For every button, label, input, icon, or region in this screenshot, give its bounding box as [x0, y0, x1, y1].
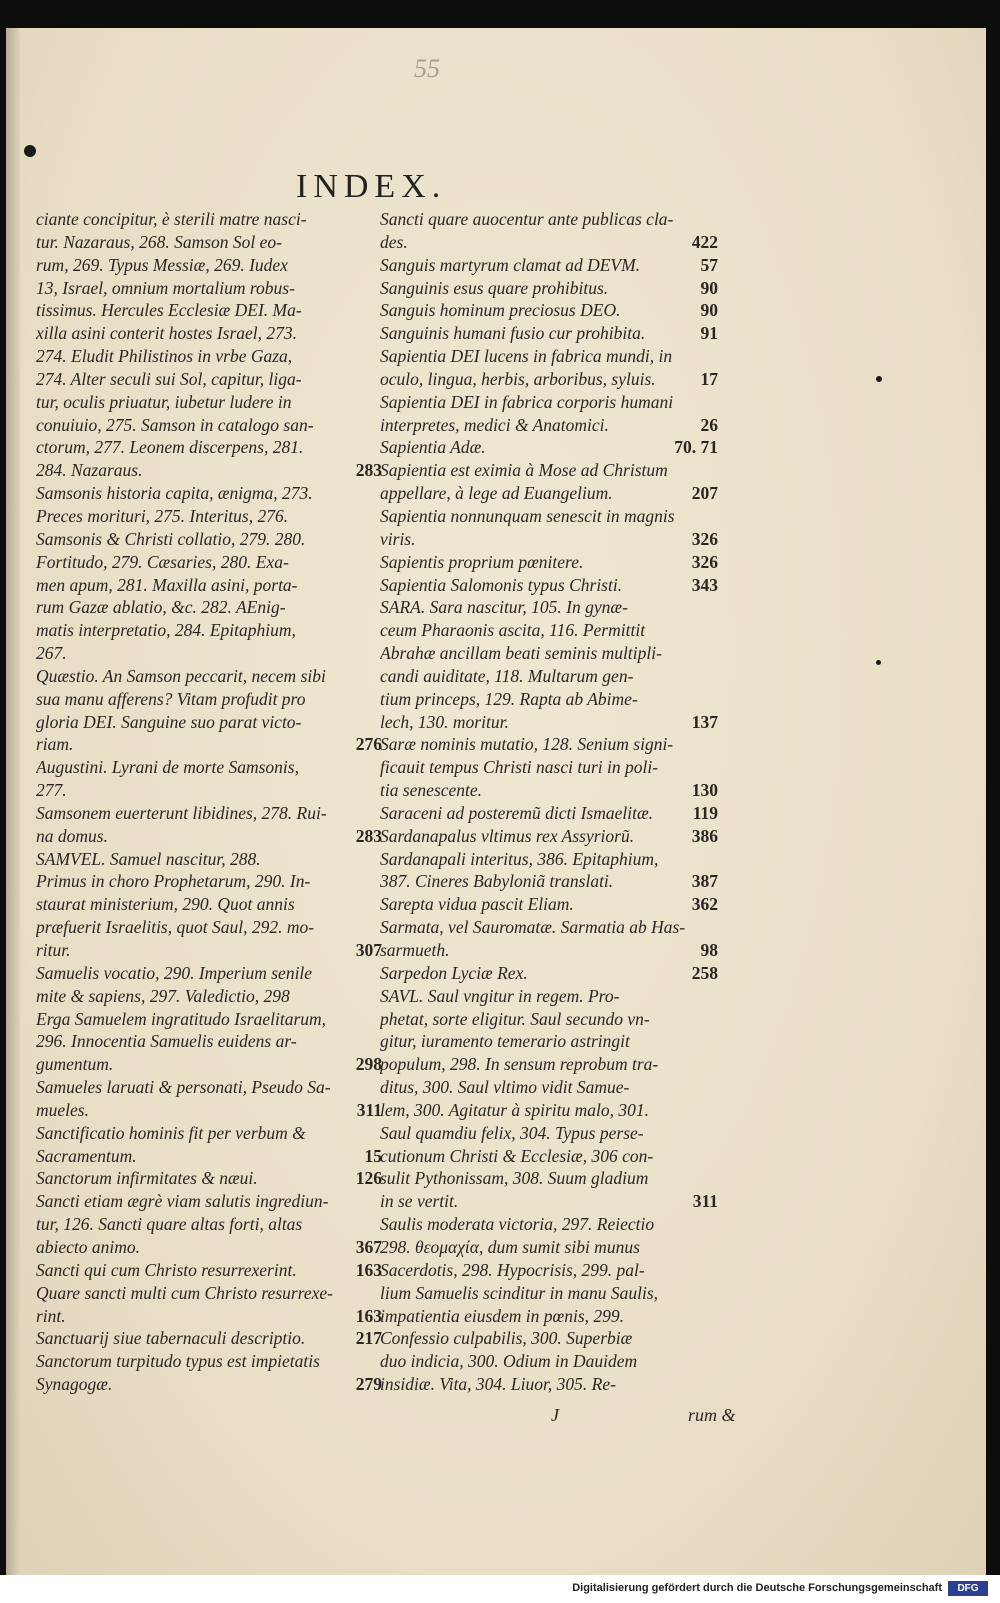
index-text: Sancti etiam ægrè viam salutis ingrediun-: [36, 1191, 329, 1212]
footer-credit: Digitalisierung gefördert durch die Deutsche Forschungsgemeinschaft: [572, 1582, 942, 1594]
index-text: Sanguinis humani fusio cur prohibita.: [380, 323, 646, 344]
page-reference: 422: [691, 231, 718, 252]
index-line: [36, 1167, 382, 1190]
index-text: staurat ministerium, 290. Quot annis: [36, 894, 295, 915]
page-reference: 386: [691, 825, 718, 846]
index-line: [36, 596, 382, 619]
index-line: [36, 870, 382, 893]
index-line: [36, 1305, 382, 1328]
index-line: [380, 1076, 718, 1099]
index-text: 274. Eludit Philistinos in vrbe Gaza,: [36, 346, 293, 367]
page-reference: 26: [700, 414, 718, 435]
index-text: tur, oculis priuatur, iubetur ludere in: [36, 391, 292, 412]
index-text: duo indicia, 300. Odium in Dauidem: [380, 1351, 638, 1372]
page-reference: 98: [700, 940, 718, 960]
index-text: Sanctuarij siue tabernaculi descriptio.: [36, 1328, 306, 1349]
index-line: [380, 985, 718, 1008]
index-text: Samsonem euerterunt libidines, 278. Rui-: [36, 802, 327, 823]
ink-dot: [876, 660, 881, 665]
catchword: rum &: [688, 1405, 736, 1425]
index-line: [36, 1145, 382, 1168]
dfg-logo: DFG: [948, 1581, 988, 1596]
index-text: Sarpedon Lyciæ Rex.: [380, 962, 528, 983]
index-text: mite & sapiens, 297. Valedictio, 298: [36, 985, 290, 1006]
index-line: [380, 962, 718, 985]
index-text: tissimus. Hercules Ecclesiæ DEI. Ma-: [36, 300, 302, 321]
index-text: 274. Alter seculi sui Sol, capitur, liga-: [36, 368, 302, 389]
page-reference: 130: [691, 780, 718, 801]
page-reference: 276: [355, 734, 382, 755]
index-line: [36, 368, 382, 391]
page-reference: 17: [700, 368, 718, 389]
index-text: tur, 126. Sancti quare altas forti, altas: [36, 1214, 303, 1235]
index-text: 284. Nazaraus.: [36, 460, 143, 481]
index-line: [380, 345, 718, 368]
left-column: [36, 208, 382, 1396]
page-reference: 258: [691, 962, 718, 983]
index-line: [380, 1305, 718, 1328]
index-text: Sapientia est eximia à Mose ad Christum: [380, 460, 668, 481]
index-line: [36, 459, 382, 482]
index-text: 267.: [36, 643, 67, 664]
index-text: 277.: [36, 780, 67, 801]
index-text: Sanguis hominum preciosus DEO.: [380, 300, 621, 321]
index-line: [36, 1350, 382, 1373]
index-text: mueles.: [36, 1099, 89, 1120]
index-text: Abrahæ ancillam beati seminis multipli-: [380, 643, 662, 664]
index-line: [380, 688, 718, 711]
index-line: [36, 848, 382, 871]
index-line: [36, 299, 382, 322]
index-line: [36, 254, 382, 277]
index-text: Quæstio. An Samson peccarit, necem sibi: [36, 665, 326, 686]
page-reference: 343: [691, 574, 718, 595]
index-text: 298. θεομαχία, dum sumit sibi munus: [380, 1236, 640, 1257]
index-text: viris.: [380, 528, 416, 549]
index-line: [36, 345, 382, 368]
index-line: [36, 1213, 382, 1236]
index-text: Sanguis martyrum clamat ad DEVM.: [380, 254, 641, 275]
index-line: [380, 1236, 718, 1259]
index-line: [380, 779, 718, 802]
index-line: [380, 802, 718, 825]
index-line: [380, 1190, 718, 1213]
footer-bar: [0, 1575, 1000, 1603]
index-line: [36, 414, 382, 437]
page-reference: 119: [692, 802, 718, 823]
index-text: appellare, à lege ad Euangelium.: [380, 483, 613, 504]
index-text: SAMVEL. Samuel nascitur, 288.: [36, 848, 261, 869]
index-text: Saraceni ad posteremũ dicti Ismaelitæ.: [380, 802, 653, 823]
index-line: [380, 1282, 718, 1305]
index-line: [380, 1167, 718, 1190]
index-line: [36, 1076, 382, 1099]
index-text: Sancti quare auocentur ante publicas cla-: [380, 209, 674, 229]
index-line: [36, 1008, 382, 1031]
index-line: [380, 756, 718, 779]
index-text: tia senescente.: [380, 780, 483, 801]
index-line: [380, 414, 718, 437]
index-line: [36, 642, 382, 665]
index-line: [380, 368, 718, 391]
index-line: [36, 482, 382, 505]
index-text: Sardanapali interitus, 386. Epitaphium,: [380, 848, 659, 869]
index-line: [380, 528, 718, 551]
index-text: oculo, lingua, herbis, arboribus, syluis.: [380, 368, 656, 389]
index-text: lem, 300. Agitatur à spiritu malo, 301.: [380, 1099, 649, 1120]
page-reference: 298: [355, 1054, 382, 1075]
index-text: 387. Cineres Babyloniã translati.: [380, 871, 614, 892]
index-line: [36, 733, 382, 756]
index-line: [36, 574, 382, 597]
index-text: Sapientia Adæ.: [380, 437, 486, 458]
index-line: [36, 436, 382, 459]
index-line: [380, 1327, 718, 1350]
index-text: impatientia eiusdem in pœnis, 299.: [380, 1305, 625, 1326]
index-text: men apum, 281. Maxilla asini, porta-: [36, 574, 298, 595]
index-line: [36, 916, 382, 939]
index-text: Sapientis proprium pœnitere.: [380, 551, 584, 572]
index-line: [36, 688, 382, 711]
scanned-page: [6, 28, 986, 1575]
index-line: [36, 208, 382, 231]
page-reference: 283: [355, 825, 382, 846]
index-text: Samsonis historia capita, ænigma, 273.: [36, 483, 313, 504]
index-text: gumentum.: [36, 1054, 114, 1075]
index-text: Augustini. Lyrani de morte Samsonis,: [36, 757, 299, 778]
index-text: lium Samuelis scinditur in manu Saulis,: [380, 1282, 659, 1303]
index-text: insidiæ. Vita, 304. Liuor, 305. Re-: [380, 1374, 616, 1395]
index-text: Synagogæ.: [36, 1374, 113, 1395]
index-text: cutionum Christi & Ecclesiæ, 306 con-: [380, 1145, 654, 1166]
page-reference: 326: [691, 551, 718, 572]
index-line: [36, 277, 382, 300]
index-text: Sancti qui cum Christo resurrexerint.: [36, 1259, 297, 1280]
index-text: Sanctificatio hominis fit per verbum &: [36, 1122, 306, 1143]
page-reference: 163: [355, 1259, 382, 1280]
index-line: [36, 1030, 382, 1053]
index-line: [380, 551, 718, 574]
ink-dot: [24, 145, 36, 157]
index-text: Sapientia DEI lucens in fabrica mundi, in: [380, 346, 673, 367]
index-line: [36, 619, 382, 642]
index-line: [36, 1053, 382, 1076]
page-reference: 137: [691, 711, 718, 732]
index-line: [36, 985, 382, 1008]
index-line: [36, 1373, 382, 1396]
index-text: riam.: [36, 734, 74, 755]
index-text: lech, 130. moritur.: [380, 711, 509, 732]
index-line: [36, 756, 382, 779]
index-line: [36, 322, 382, 345]
index-text: des.: [380, 231, 408, 252]
page-reference: 311: [356, 1099, 382, 1120]
index-text: Sanctorum turpitudo typus est impietatis: [36, 1351, 320, 1372]
index-line: [36, 1259, 382, 1282]
index-line: [36, 1282, 382, 1305]
index-line: [380, 825, 718, 848]
index-text: Sapientia nonnunquam senescit in magnis: [380, 505, 675, 526]
index-text: interpretes, medici & Anatomici.: [380, 414, 609, 435]
index-text: gloria DEI. Sanguine suo parat victo-: [36, 711, 302, 732]
index-line: [380, 459, 718, 482]
index-text: Samuelis vocatio, 290. Imperium senile: [36, 962, 313, 983]
index-text: Sardanapalus vltimus rex Assyriorũ.: [380, 825, 635, 846]
index-line: [380, 482, 718, 505]
index-line: [36, 528, 382, 551]
index-text: Sanguinis esus quare prohibitus.: [380, 277, 609, 298]
index-line: [36, 1327, 382, 1350]
index-text: 13, Israel, omnium mortalium robus-: [36, 277, 295, 298]
index-line: [380, 619, 718, 642]
index-text: præfuerit Israelitis, quot Saul, 292. mo-: [36, 917, 315, 938]
catchword-signature: J: [551, 1405, 559, 1425]
index-text: ciante concipitur, è sterili matre nasci-: [36, 209, 307, 229]
index-text: Sapientia DEI in fabrica corporis humani: [380, 391, 674, 412]
index-line: [380, 1259, 718, 1282]
index-text: matis interpretatio, 284. Epitaphium,: [36, 620, 296, 641]
index-line: [380, 1350, 718, 1373]
index-line: [380, 299, 718, 322]
index-line: [380, 505, 718, 528]
index-line: [380, 1122, 718, 1145]
index-text: SARA. Sara nascitur, 105. In gynæ-: [380, 597, 628, 618]
index-text: na domus.: [36, 825, 108, 846]
index-text: Samueles laruati & personati, Pseudo Sa-: [36, 1077, 331, 1098]
page-reference: 283: [355, 460, 382, 481]
index-text: Sapientia Salomonis typus Christi.: [380, 574, 623, 595]
index-line: [36, 391, 382, 414]
index-line: [380, 436, 718, 459]
index-line: [36, 711, 382, 734]
index-text: Samsonis & Christi collatio, 279. 280.: [36, 528, 306, 549]
index-line: [380, 1145, 718, 1168]
right-column: [380, 208, 718, 1396]
page-reference: 207: [691, 483, 718, 504]
index-line: [380, 231, 718, 254]
index-text: sarmueth.: [380, 940, 450, 960]
index-text: rum, 269. Typus Messiæ, 269. Iudex: [36, 254, 288, 275]
index-text: Confessio culpabilis, 300. Superbiæ: [380, 1328, 633, 1349]
index-line: [380, 711, 718, 734]
index-line: [380, 254, 718, 277]
index-text: ditus, 300. Saul vltimo vidit Samue-: [380, 1077, 630, 1098]
index-text: in se vertit.: [380, 1191, 459, 1212]
index-line: [380, 596, 718, 619]
index-text: Sanctorum infirmitates & næui.: [36, 1168, 258, 1189]
page-reference: 126: [355, 1168, 382, 1189]
index-text: Sacramentum.: [36, 1145, 137, 1166]
index-line: [36, 1236, 382, 1259]
index-text: Saulis moderata victoria, 297. Reiectio: [380, 1214, 655, 1235]
page-reference: 387: [691, 871, 718, 892]
index-line: [380, 1099, 718, 1122]
index-text: Primus in choro Prophetarum, 290. In-: [36, 871, 311, 892]
index-text: abiecto animo.: [36, 1236, 141, 1257]
index-line: [380, 391, 718, 414]
index-text: conuiuio, 275. Samson in catalogo san-: [36, 414, 314, 435]
index-text: ceum Pharaonis ascita, 116. Permittit: [380, 620, 646, 641]
index-line: [36, 939, 382, 962]
index-line: [380, 893, 718, 916]
index-text: tium princeps, 129. Rapta ab Abime-: [380, 688, 638, 709]
index-text: Erga Samuelem ingratitudo Israelitarum,: [36, 1008, 327, 1029]
index-line: [380, 1213, 718, 1236]
page-header: INDEX.: [296, 168, 447, 205]
index-text: rum Gazæ ablatio, &c. 282. AEnig-: [36, 597, 286, 618]
page-reference: 57: [700, 254, 718, 275]
index-line: [380, 277, 718, 300]
index-line: [380, 1053, 718, 1076]
index-text: ctorum, 277. Leonem discerpens, 281.: [36, 437, 304, 458]
page-reference: 307: [355, 940, 382, 960]
page-reference: 311: [692, 1191, 718, 1212]
page-reference: 367: [355, 1236, 382, 1257]
page-reference: 217: [355, 1328, 382, 1349]
page-reference: 15: [364, 1145, 382, 1166]
index-text: rint.: [36, 1305, 66, 1326]
index-line: [36, 665, 382, 688]
index-line: [36, 893, 382, 916]
index-text: 296. Innocentia Samuelis euidens ar-: [36, 1031, 297, 1052]
page-reference: 163: [355, 1305, 382, 1326]
index-text: Sacerdotis, 298. Hypocrisis, 299. pal-: [380, 1259, 645, 1280]
index-line: [380, 1373, 718, 1396]
folio-number: 55: [414, 54, 440, 83]
index-text: Preces morituri, 275. Interitus, 276.: [36, 505, 289, 526]
index-line: [36, 962, 382, 985]
index-line: [36, 802, 382, 825]
index-text: ficauit tempus Christi nasci turi in poli-: [380, 757, 659, 778]
page-gutter: [6, 28, 20, 1575]
index-text: Quare sancti multi cum Christo resurrexe-: [36, 1282, 333, 1303]
index-line: [36, 231, 382, 254]
index-line: [380, 733, 718, 756]
page-reference: 362: [691, 894, 718, 915]
index-line: [380, 1008, 718, 1031]
index-text: tur. Nazaraus, 268. Samson Sol eo-: [36, 231, 282, 252]
page-reference: 279: [355, 1374, 382, 1395]
index-text: SAVL. Saul vngitur in regem. Pro-: [380, 985, 620, 1006]
index-line: [380, 939, 718, 962]
index-text: sua manu afferens? Vitam profudit pro: [36, 688, 306, 709]
page-reference: 90: [700, 277, 718, 298]
page-reference: 326: [691, 528, 718, 549]
index-line: [36, 1122, 382, 1145]
index-text: sulit Pythonissam, 308. Suum gladium: [380, 1168, 649, 1189]
index-text: populum, 298. In sensum reprobum tra-: [380, 1054, 659, 1075]
index-line: [380, 642, 718, 665]
index-line: [36, 551, 382, 574]
index-line: [380, 870, 718, 893]
page-reference: 70. 71: [674, 437, 718, 458]
index-line: [36, 505, 382, 528]
index-text: ritur.: [36, 940, 71, 960]
index-line: [36, 1190, 382, 1213]
index-line: [36, 779, 382, 802]
index-line: [380, 1030, 718, 1053]
index-line: [380, 574, 718, 597]
index-text: Saræ nominis mutatio, 128. Senium signi-: [380, 734, 674, 755]
index-line: [380, 208, 718, 231]
page-reference: 91: [700, 323, 718, 344]
index-text: Fortitudo, 279. Cæsaries, 280. Exa-: [36, 551, 289, 572]
index-text: Sarepta vidua pascit Eliam.: [380, 894, 574, 915]
ink-dot: [876, 376, 882, 382]
index-text: xilla asini conterit hostes Israel, 273.: [36, 323, 298, 344]
index-text: phetat, sorte eligitur. Saul secundo vn-: [380, 1008, 650, 1029]
index-line: [380, 916, 718, 939]
page-reference: 90: [700, 300, 718, 321]
index-line: [380, 322, 718, 345]
index-line: [380, 665, 718, 688]
index-text: Sarmata, vel Sauromatæ. Sarmatia ab Has-: [380, 917, 686, 938]
index-text: gitur, iuramento temerario astringit: [380, 1031, 630, 1052]
index-line: [36, 1099, 382, 1122]
index-text: candi auiditate, 118. Multarum gen-: [380, 665, 634, 686]
index-line: [380, 848, 718, 871]
index-line: [36, 825, 382, 848]
index-text: Saul quamdiu felix, 304. Typus perse-: [380, 1122, 644, 1143]
